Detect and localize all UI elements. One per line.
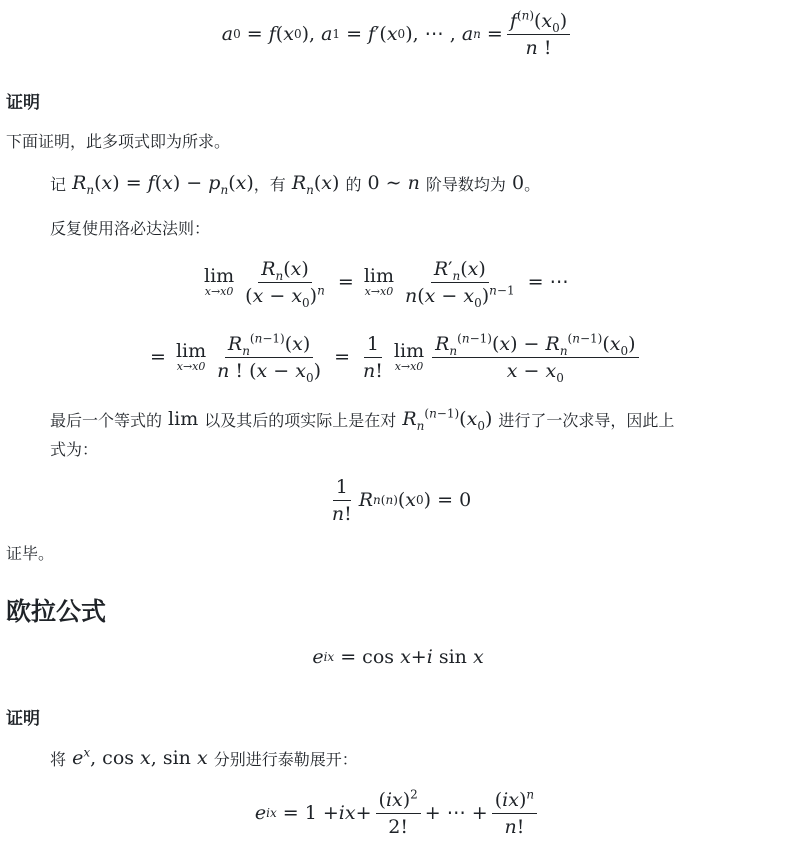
remainder-suffix: 的 [345, 174, 362, 194]
remainder-symbol: $R_n(x)$ [291, 172, 346, 197]
proof-heading: 证明 [6, 93, 40, 113]
limit-formula-line-1: lim x→x0 $\frac{R_n(x)}{(x - x_0)^n}$ = lim x→x0 $\frac{R'_n(x)}{n(x - x_0)^{n-1}}$ = ⋯ [204, 257, 569, 310]
coefficients-formula: a 0 = f ( x 0 ), a 1 = f ′( x 0 ), ⋯ , a n = $\frac{f^{(n)}(x_0)}{n !}$ [0, 6, 796, 62]
derivative-term: $R_n^{(n-1)}(x_0)$ [402, 406, 499, 433]
qed-text: 证毕。 [6, 544, 55, 563]
euler-formula: e ix = cos x + i sin x [312, 646, 484, 668]
section-title: 欧拉公式 [6, 597, 107, 626]
remainder-paragraph [50, 170, 540, 196]
limit-formula-line-2: = lim x→x0 $\frac{R_n^{(n-1)}(x)}{n ! (x - x_0)}$ = $\frac{1}{n!}$ lim x→x0 $\frac{R_n^{(n-1)}(x) - R_n^{(n-1)}(x_0)}{x - x_0}$ [150, 326, 643, 388]
remainder-def-formula: $R_n(x) = f(x) - p_n(x)$ [72, 172, 254, 197]
remainder-prefix: 记 [50, 174, 67, 194]
expand-functions: $e^x$, cos x, sin x [72, 745, 208, 769]
lim-word: lim [162, 408, 205, 430]
expand-prefix: 将 [50, 749, 67, 769]
intro-text: 下面证明，此多项式即为所求。 [6, 132, 231, 151]
expand-suffix: 分别进行泰勒展开： [213, 749, 358, 769]
period: 。 [524, 174, 541, 194]
proof-heading-2: 证明 [6, 709, 40, 729]
last-line-2: 式为： [50, 440, 99, 459]
last-mid: 以及其后的项实际上是在对 [204, 410, 397, 430]
last-suffix: 进行了一次求导，因此上 [498, 410, 675, 430]
lhospital-text: 反复使用洛必达法则： [50, 219, 211, 238]
derivative-result-formula: $\frac{1}{n!}$ R n (n) ( x 0 ) = 0 [331, 475, 472, 525]
last-prefix: 最后一个等式的 [50, 410, 163, 430]
expand-paragraph [50, 744, 358, 772]
last-equality-paragraph [50, 404, 674, 434]
euler-series-formula: e ix = 1 + ix + $\frac{(ix)^2}{2!}$ + ⋯ + $\frac{(ix)^n}{n!}$ [0, 786, 796, 840]
order-range: 0 ∼ n [361, 172, 420, 194]
remainder-tail: 阶导数均为 [425, 174, 506, 194]
remainder-mid: ，有 [253, 174, 286, 194]
zero-value: 0 [505, 172, 525, 194]
